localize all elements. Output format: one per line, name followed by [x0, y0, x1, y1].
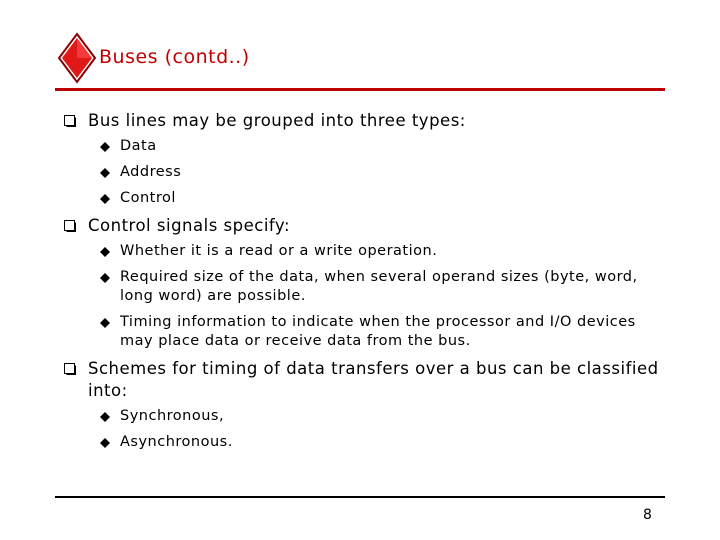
sub-bullet-list	[64, 242, 664, 351]
bullet-group	[64, 215, 664, 351]
slide-title: Buses (contd..)	[99, 46, 250, 68]
sub-bullet-item	[64, 268, 664, 306]
checkbox-square-icon	[64, 363, 76, 375]
bullet-item	[64, 358, 664, 402]
sub-bullet-text: Asynchronous.	[120, 434, 233, 450]
slide-body	[64, 110, 664, 459]
sub-bullet-text: Data	[120, 138, 157, 154]
bullet-item	[64, 110, 664, 132]
sub-bullet-list	[64, 407, 664, 452]
diamond-bullet-icon	[100, 194, 110, 204]
red-diamond-icon	[57, 32, 97, 84]
diamond-bullet-icon	[100, 438, 110, 448]
bullet-text: Schemes for timing of data transfers over a bus can be classified into:	[88, 359, 659, 400]
page-number: 8	[643, 507, 652, 523]
title-divider	[55, 88, 665, 91]
sub-bullet-item	[64, 137, 664, 156]
sub-bullet-text: Whether it is a read or a write operation.	[120, 243, 438, 259]
checkbox-square-icon	[64, 115, 76, 127]
sub-bullet-text: Timing information to indicate when the processor and I/O devices may place data or receive data from the bus.	[120, 314, 636, 349]
sub-bullet-item	[64, 242, 664, 261]
diamond-bullet-icon	[100, 247, 110, 257]
sub-bullet-item	[64, 433, 664, 452]
sub-bullet-item	[64, 313, 664, 351]
diamond-bullet-icon	[100, 318, 110, 328]
footer-divider	[55, 496, 665, 498]
sub-bullet-item	[64, 163, 664, 182]
sub-bullet-text: Synchronous,	[120, 408, 225, 424]
sub-bullet-text: Control	[120, 190, 176, 206]
diamond-bullet-icon	[100, 142, 110, 152]
diamond-bullet-icon	[100, 168, 110, 178]
sub-bullet-item	[64, 189, 664, 208]
sub-bullet-text: Address	[120, 164, 182, 180]
diamond-bullet-icon	[100, 412, 110, 422]
bullet-group	[64, 358, 664, 452]
sub-bullet-text: Required size of the data, when several operand sizes (byte, word, long word) are possible.	[120, 269, 638, 304]
bullet-item	[64, 215, 664, 237]
diamond-bullet-icon	[100, 273, 110, 283]
bullet-text: Control signals specify:	[88, 216, 291, 235]
sub-bullet-item	[64, 407, 664, 426]
sub-bullet-list	[64, 137, 664, 208]
checkbox-square-icon	[64, 220, 76, 232]
bullet-text: Bus lines may be grouped into three types:	[88, 111, 466, 130]
bullet-group	[64, 110, 664, 208]
